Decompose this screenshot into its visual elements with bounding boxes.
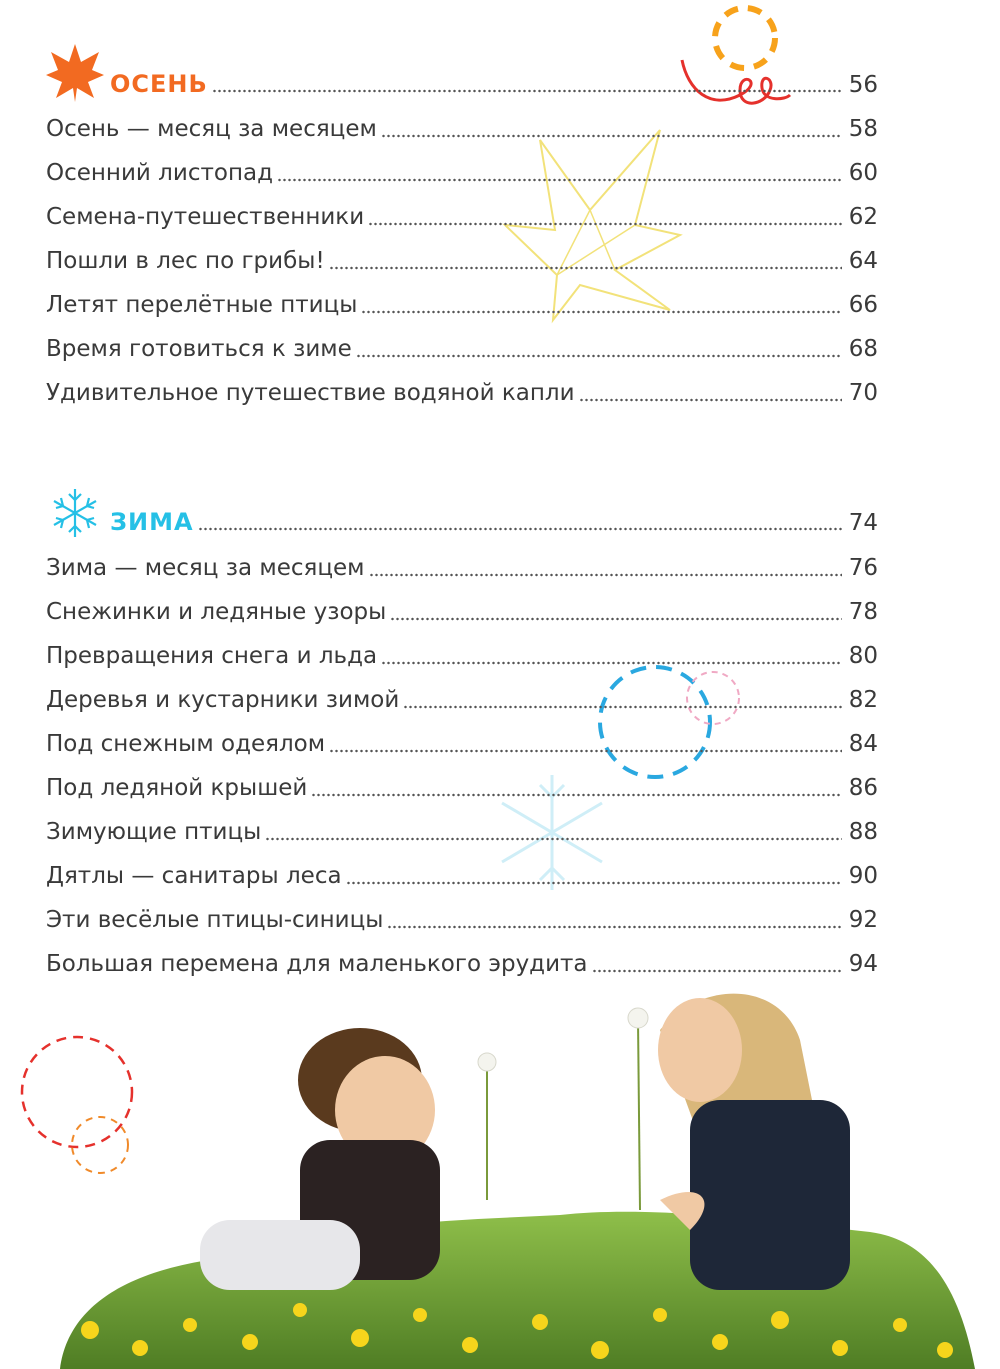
toc-item-title: Под ледяной крышей <box>46 775 308 801</box>
toc-item-title: Семена-путешественники <box>46 204 365 230</box>
toc-item-title: Зима — месяц за месяцем <box>46 555 365 581</box>
page-number: 86 <box>848 775 878 801</box>
toc-item-title: Под снежным одеялом <box>46 731 326 757</box>
dot-leader <box>381 134 842 138</box>
page-number: 64 <box>848 248 878 274</box>
toc-item[interactable] <box>46 327 878 371</box>
toc-item[interactable] <box>46 634 878 678</box>
dot-leader <box>356 354 842 358</box>
toc-item[interactable] <box>46 722 878 766</box>
dot-leader <box>381 661 842 665</box>
toc-item[interactable] <box>46 766 878 810</box>
dot-leader <box>387 925 842 929</box>
page-number: 92 <box>848 907 878 933</box>
toc-item-title: Деревья и кустарники зимой <box>46 687 400 713</box>
page-number: 66 <box>848 292 878 318</box>
page-number: 90 <box>848 863 878 889</box>
dot-leader <box>390 617 842 621</box>
toc-item-title: Зимующие птицы <box>46 819 262 845</box>
page-number: 78 <box>848 599 878 625</box>
dot-leader <box>329 749 842 753</box>
page-number: 56 <box>848 72 878 98</box>
page-number: 88 <box>848 819 878 845</box>
toc-item-title: Большая перемена для маленького эрудита <box>46 951 588 977</box>
dot-leader <box>579 398 842 402</box>
toc-item[interactable] <box>46 239 878 283</box>
toc-section-winter[interactable] <box>110 500 878 544</box>
toc-item[interactable] <box>46 678 878 722</box>
toc-item-title: Осень — месяц за месяцем <box>46 116 377 142</box>
dot-leader <box>277 178 842 182</box>
dot-leader <box>368 222 842 226</box>
toc-item[interactable] <box>46 151 878 195</box>
toc-section-autumn[interactable] <box>110 62 878 106</box>
dot-leader <box>265 837 842 841</box>
toc-item[interactable] <box>46 107 878 151</box>
page-number: 70 <box>848 380 878 406</box>
toc-item-title: Осенний листопад <box>46 160 273 186</box>
page-number: 76 <box>848 555 878 581</box>
children-in-meadow-illustration <box>0 970 1000 1369</box>
dot-leader <box>311 793 842 797</box>
page-number: 94 <box>848 951 878 977</box>
toc-item-title: Снежинки и ледяные узоры <box>46 599 387 625</box>
toc-item-title: Превращения снега и льда <box>46 643 378 669</box>
dot-leader <box>198 527 842 531</box>
toc-item-title: Время готовиться к зиме <box>46 336 352 362</box>
dot-leader <box>403 705 842 709</box>
toc-item-title: Удивительное путешествие водяной капли <box>46 380 575 406</box>
toc-item[interactable] <box>46 854 878 898</box>
toc-item[interactable] <box>46 810 878 854</box>
dot-leader <box>361 310 842 314</box>
toc-item[interactable] <box>46 546 878 590</box>
snowflake-icon <box>48 486 102 540</box>
page-number: 80 <box>848 643 878 669</box>
toc-item[interactable] <box>46 195 878 239</box>
toc-item-title: Пошли в лес по грибы! <box>46 248 325 274</box>
page-number: 84 <box>848 731 878 757</box>
page-number: 74 <box>848 510 878 536</box>
dot-leader <box>369 573 843 577</box>
section-title: ОСЕНЬ <box>110 70 208 98</box>
toc-item[interactable] <box>46 283 878 327</box>
page-number: 60 <box>848 160 878 186</box>
dot-leader <box>346 881 842 885</box>
dot-leader <box>329 266 842 270</box>
toc-item[interactable] <box>46 371 878 415</box>
page-number: 82 <box>848 687 878 713</box>
page-number: 62 <box>848 204 878 230</box>
page-number: 58 <box>848 116 878 142</box>
toc-item-title: Дятлы — санитары леса <box>46 863 342 889</box>
section-title: ЗИМА <box>110 508 194 536</box>
toc-item-title: Летят перелётные птицы <box>46 292 358 318</box>
toc-item-title: Эти весёлые птицы-синицы <box>46 907 384 933</box>
dot-leader <box>212 89 842 93</box>
toc-item[interactable] <box>46 590 878 634</box>
toc-item[interactable] <box>46 898 878 942</box>
page-number: 68 <box>848 336 878 362</box>
maple-leaf-icon <box>44 42 106 104</box>
